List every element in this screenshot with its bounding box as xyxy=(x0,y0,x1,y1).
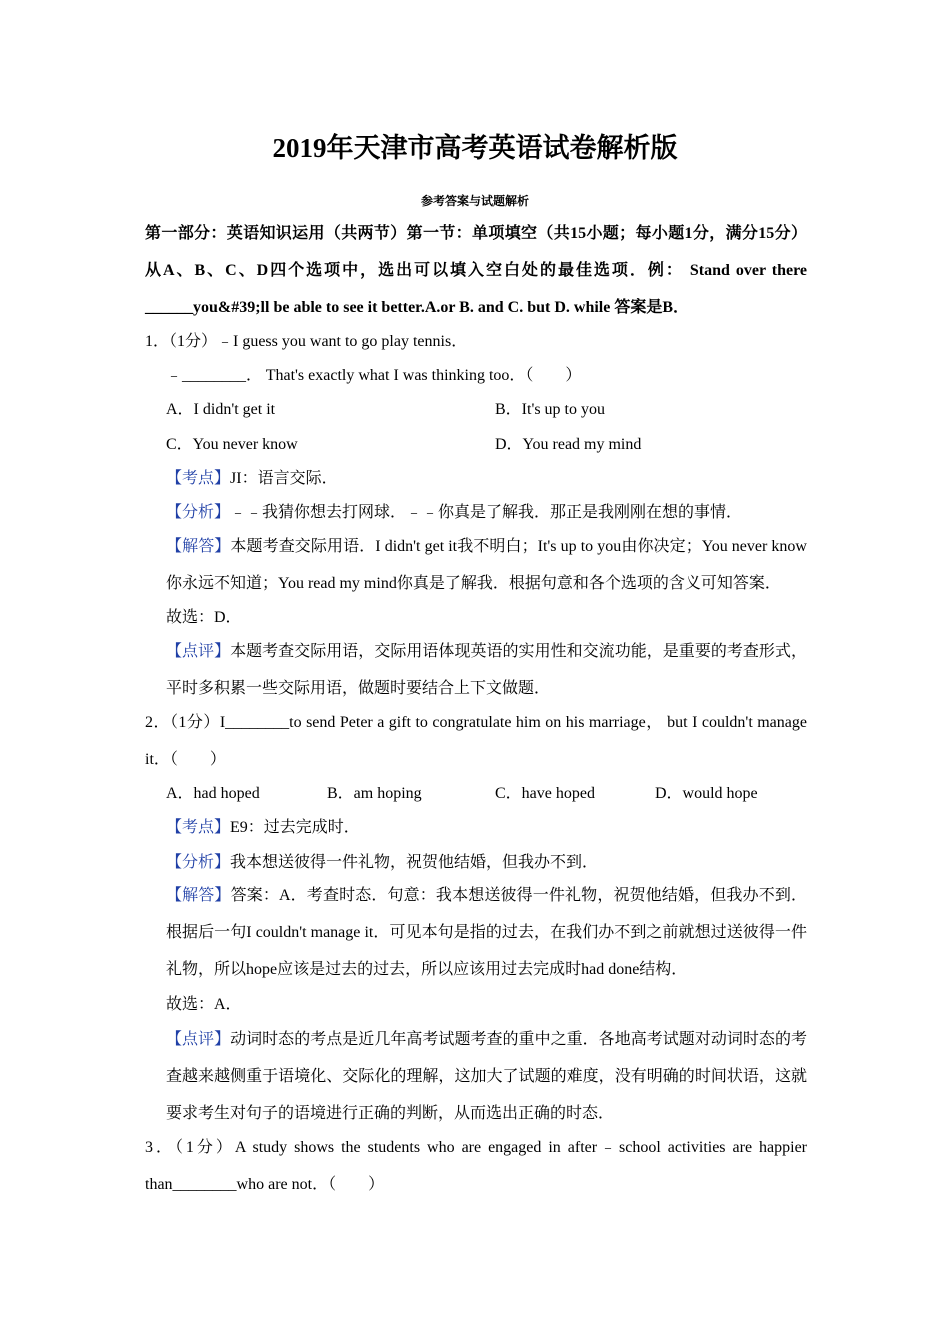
q1-option-b: B．It's up to you xyxy=(495,401,606,418)
q1-option-c: C．You never know xyxy=(166,436,298,453)
kaodian-tag: 【考点】 xyxy=(166,470,231,487)
fenxi-tag: 【分析】 xyxy=(166,504,231,521)
q2-kaodian xyxy=(166,816,360,840)
q2-stem-text: 2．（1分）I________to send Peter a gift to congratulate him on his marriage， but I couldn't manage it．（ ） xyxy=(145,714,807,768)
q1-kaodian-text: JI：语言交际． xyxy=(230,470,338,487)
jieda-tag: 【解答】 xyxy=(166,887,231,904)
q1-stem: 1．（1分）﹣I guess you want to go play tennis． xyxy=(145,333,468,350)
q2-fenxi xyxy=(166,851,598,875)
q1-option-d: D．You read my mind xyxy=(495,436,642,453)
q2-option-c: C．have hoped xyxy=(495,785,595,802)
q1-fenxi xyxy=(166,501,742,525)
q1-jieda-text: 本题考查交际用语．I didn't get it我不明白；It's up to you由你决定；You never know你永远不知道；You read my mind你真是了解我．根据句意和各个选项的含义可知答案． xyxy=(166,538,807,592)
q2-jieda-text: 答案：A．考查时态．句意：我本想送彼得一件礼物，祝贺他结婚，但我办不到．根据后一句I couldn't manage it．可见本句是指的过去，在我们办不到之前就想过送彼得一件礼物，所以hope应该是过去的过去，所以应该用过去完成时had done结构． xyxy=(166,887,807,978)
q1-fenxi-text: ﹣﹣我猜你想去打网球．﹣﹣你真是了解我．那正是我刚刚在想的事情． xyxy=(230,504,743,521)
dianping-tag: 【点评】 xyxy=(166,1031,231,1048)
q3-stem-text: 3．（1分）A study shows the students who are engaged in after﹣school activities are happier than________who are not．（ ） xyxy=(145,1139,807,1193)
section-intro: 第一部分：英语知识运用（共两节）第一节：单项填空（共15小题；每小题1分，满分15分）从A、B、C、D四个选项中，选出可以填入空白处的最佳选项．例： Stand over there ______you&#39;ll be able to see it better.A.or B. and C. but D. while 答案是B． xyxy=(145,225,807,316)
q1-jieda xyxy=(166,528,807,602)
q2-jieda xyxy=(166,877,807,988)
q2-dianping-text: 动词时态的考点是近几年高考试题考查的重中之重．各地高考试题对动词时态的考查越来越侧重于语境化、交际化的理解，这加大了试题的难度，没有明确的时间状语，这就要求考生对句子的语境进行正确的判断，从而选出正确的时态． xyxy=(166,1031,807,1122)
dianping-tag: 【点评】 xyxy=(166,643,231,660)
q2-fenxi-text: 我本想送彼得一件礼物，祝贺他结婚，但我办不到． xyxy=(230,854,599,871)
q1-dianping xyxy=(166,633,807,707)
jieda-tag: 【解答】 xyxy=(166,538,231,555)
q2-answer: 故选：A． xyxy=(166,996,242,1013)
page-title: 2019年天津市高考英语试卷解析版 xyxy=(272,133,678,163)
q2-option-d: D．would hope xyxy=(655,785,758,802)
q2-option-b: B．am hoping xyxy=(327,785,422,802)
q2-stem xyxy=(145,704,807,778)
q2-dianping xyxy=(166,1021,807,1132)
fenxi-tag: 【分析】 xyxy=(166,854,231,871)
kaodian-tag: 【考点】 xyxy=(166,819,231,836)
q1-option-a: A．I didn't get it xyxy=(166,401,276,418)
q2-kaodian-text: E9：过去完成时． xyxy=(230,819,360,836)
q1-kaodian xyxy=(166,467,338,491)
q2-option-a: A．had hoped xyxy=(166,785,260,802)
q1-answer: 故选：D． xyxy=(166,609,242,626)
q1-stem-line2: ﹣________． That's exactly what I was thinking too．（ ） xyxy=(166,367,582,384)
q3-stem xyxy=(145,1129,807,1203)
q1-dianping-text: 本题考查交际用语，交际用语体现英语的实用性和交流功能，是重要的考查形式，平时多积累一些交际用语，做题时要结合上下文做题． xyxy=(166,643,807,697)
page-subtitle: 参考答案与试题解析 xyxy=(420,194,529,208)
